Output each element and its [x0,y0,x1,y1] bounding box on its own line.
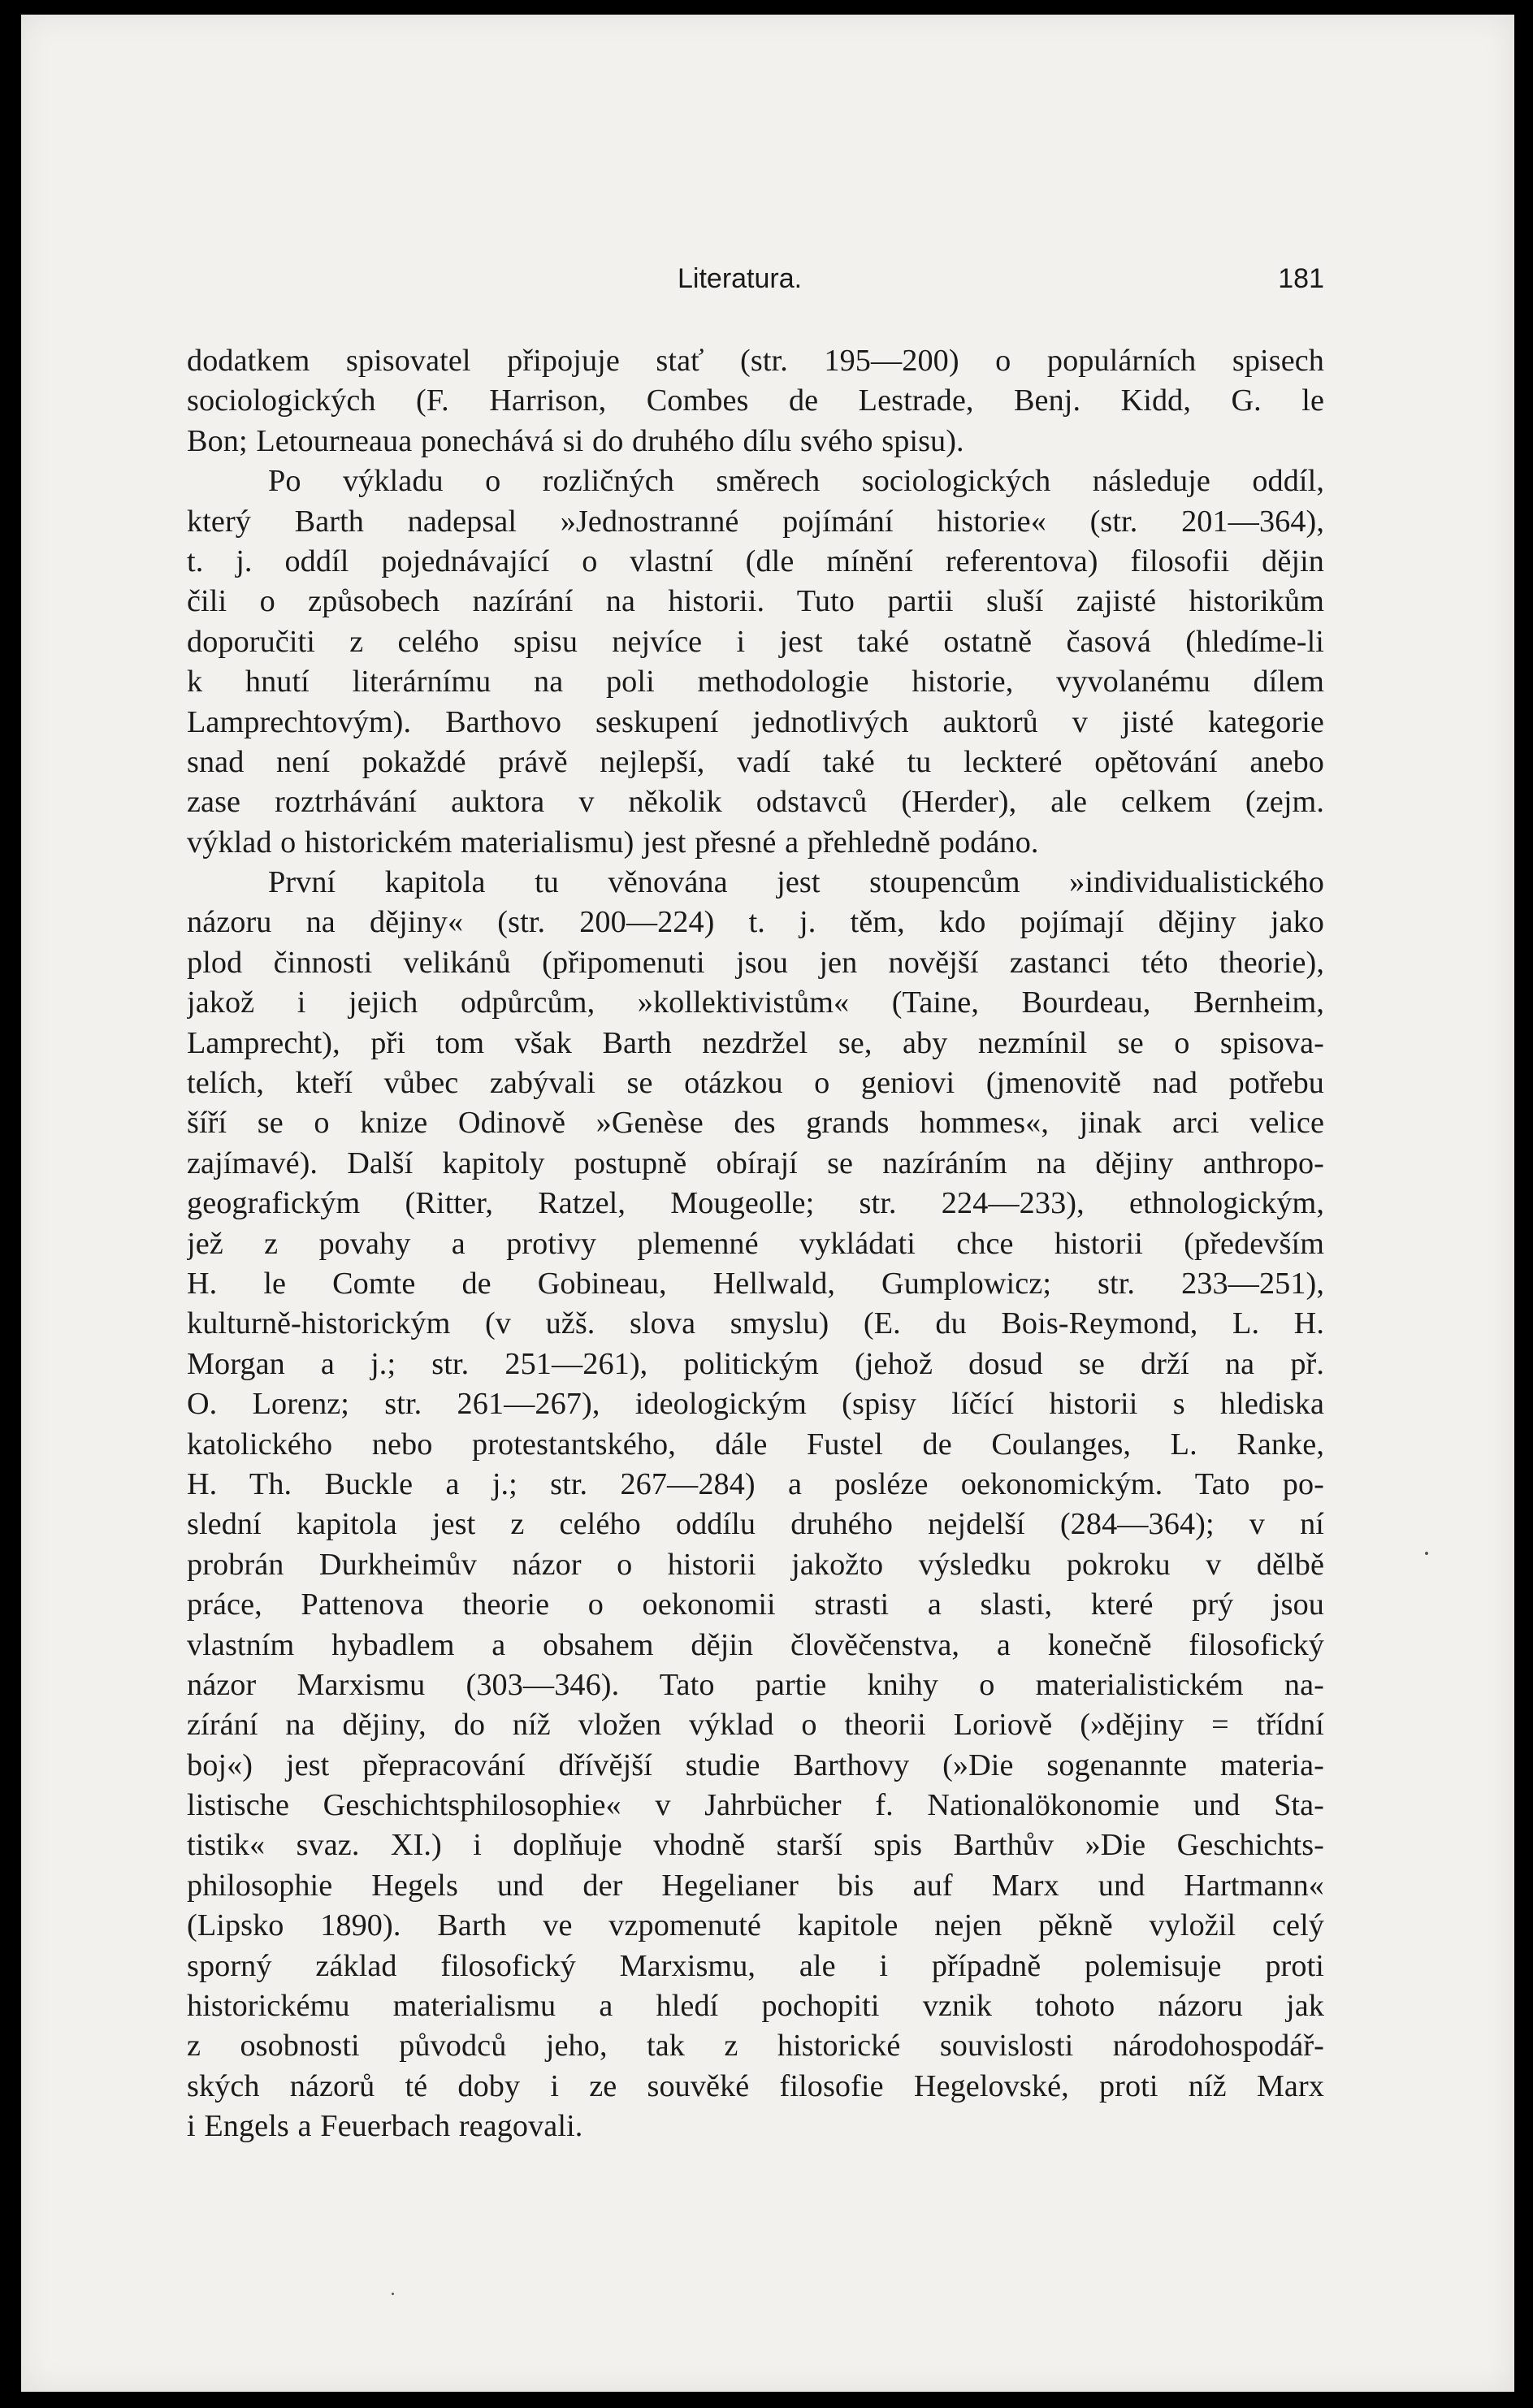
text-line: Bon; Letourneaua ponechává si do druhého dílu svého spisu). [187,423,964,458]
page-number: 181 [1278,263,1324,294]
text-line: tistik« svaz. XI.) i doplňuje vhodně starší spis Barthův »Die Geschichts- [187,1828,1324,1863]
text-line: názoru na dějiny« (str. 200—224) t. j. těm, kdo pojímají dějiny jako [187,905,1324,940]
text-line: čili o způsobech nazírání na historii. Tuto partii sluší zajisté historikům [187,584,1324,619]
text-line: zajímavé). Další kapitoly postupně obírají se nazíráním na dějiny anthropo- [187,1146,1324,1180]
text-line: jakož i jejich odpůrcům, »kollektivistům« (Taine, Bourdeau, Bernheim, [187,985,1324,1020]
text-line: (Lipsko 1890). Barth ve vzpomenuté kapitole nejen pěkně vyložil celý [187,1908,1324,1943]
text-line: Lamprechtovým). Barthovo seskupení jednotlivých auktorů v jisté kategorie [187,704,1324,739]
text-line: O. Lorenz; str. 261—267), ideologickým (spisy líčící historii s hlediska [187,1387,1324,1422]
text-line: práce, Pattenova theorie o oekonomii strasti a slasti, které prý jsou [187,1587,1324,1622]
text-line: Morgan a j.; str. 251—261), politickým (jehož dosud se drží na př. [187,1346,1324,1381]
text-line: katolického nebo protestantského, dále Fustel de Coulanges, L. Ranke, [187,1427,1324,1462]
text-line: telích, kteří vůbec zabývali se otázkou o geniovi (jmenovitě nad potřebu [187,1066,1324,1101]
text-line: Po výkladu o rozličných směrech sociologických následuje oddíl, [268,464,1324,499]
text-line: snad není pokaždé právě nejlepší, vadí také tu leckteré opětování anebo [187,744,1324,779]
running-title: Literatura. [678,263,803,294]
text-line: sporný základ filosofický Marxismu, ale i případně polemisuje proti [187,1948,1324,1983]
text-line: geografickým (Ritter, Ratzel, Mougeolle; str. 224—233), ethnologickým, [187,1186,1324,1221]
text-line: který Barth nadepsal »Jednostranné pojímání historie« (str. 201—364), [187,504,1324,539]
text-line: jež z povahy a protivy plemenné vykládati chce historii (především [187,1226,1324,1261]
text-line: První kapitola tu věnována jest stoupencům »individualistického [268,865,1324,900]
text-line: listische Geschichtsphilosophie« v Jahrbücher f. Nationalökonomie und Sta- [187,1788,1324,1823]
text-line: šíří se o knize Odinově »Genèse des grands hommes«, jinak arci velice [187,1106,1324,1141]
text-line: ských názorů té doby i ze souvěké filosofie Hegelovské, proti níž Marx [187,2068,1324,2103]
text-line: H. Th. Buckle a j.; str. 267—284) a posléze oekonomickým. Tato po- [187,1466,1324,1501]
text-line: philosophie Hegels und der Hegelianer bis auf Marx und Hartmann« [187,1868,1324,1903]
text-line: dodatkem spisovatel připojuje stať (str. 195—200) o populárních spisech [187,344,1324,378]
scan-speck [1425,1552,1428,1555]
text-line: i Engels a Feuerbach reagovali. [187,2109,583,2144]
text-line: výklad o historickém materialismu) jest přesné a přehledně podáno. [187,825,1039,860]
text-line: historickému materialismu a hledí pochopiti vznik tohoto názoru jak [187,1989,1324,2024]
page-header [187,257,1324,305]
body-text [187,341,1324,2147]
text-line: vlastním hybadlem a obsahem dějin člověčenstva, a konečně filosofický [187,1627,1324,1662]
book-page [21,15,1514,2392]
text-line: probrán Durkheimův názor o historii jakožto výsledku pokroku v dělbě [187,1547,1324,1582]
text-line: doporučiti z celého spisu nejvíce i jest také ostatně časová (hledíme-li [187,624,1324,659]
text-line: t. j. oddíl pojednávající o vlastní (dle mínění referentova) filosofii dějin [187,544,1324,578]
text-line: H. le Comte de Gobineau, Hellwald, Gumplowicz; str. 233—251), [187,1266,1324,1301]
text-line: slední kapitola jest z celého oddílu druhého nejdelší (284—364); v ní [187,1507,1324,1542]
scan-speck [392,2293,394,2295]
text-line: Lamprecht), při tom však Barth nezdržel se, aby nezmínil se o spisova- [187,1025,1324,1060]
text-line: z osobnosti původců jeho, tak z historické souvislosti národohospodář- [187,2029,1324,2064]
text-line: kulturně-historickým (v užš. slova smyslu) (E. du Bois-Reymond, L. H. [187,1306,1324,1341]
text-line: zase roztrhávání auktora v několik odstavců (Herder), ale celkem (zejm. [187,785,1324,820]
text-line: k hnutí literárnímu na poli methodologie historie, vyvolanému dílem [187,665,1324,699]
text-line: zírání na dějiny, do níž vložen výklad o theorii Loriově (»dějiny = třídní [187,1708,1324,1743]
text-line: boj«) jest přepracování dřívější studie Barthovy (»Die sogenannte materia- [187,1748,1324,1782]
text-line: názor Marxismu (303—346). Tato partie knihy o materialistickém na- [187,1667,1324,1702]
text-line: plod činnosti velikánů (připomenuti jsou jen novější zastanci této theorie), [187,945,1324,980]
text-line: sociologických (F. Harrison, Combes de Lestrade, Benj. Kidd, G. le [187,383,1324,418]
